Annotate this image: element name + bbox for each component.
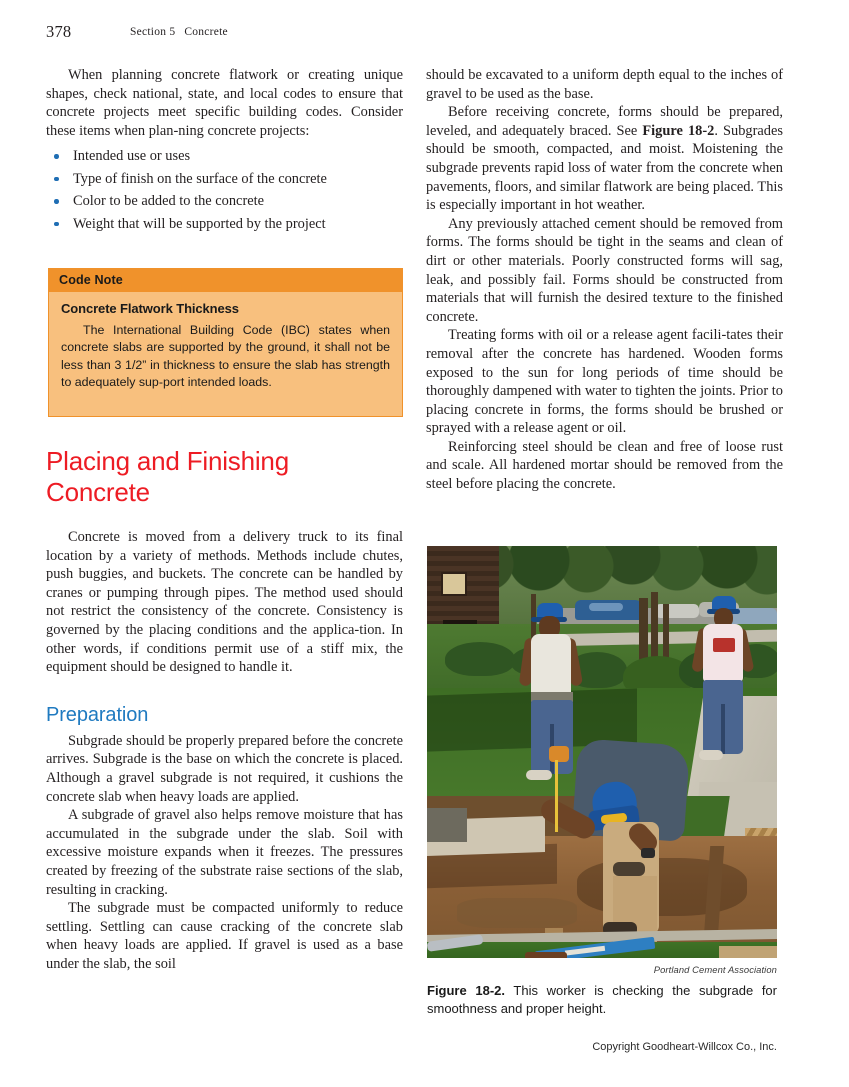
- worker-left-shirt: [531, 634, 571, 696]
- paragraph-reinforcing: Reinforcing steel should be clean and free of loose rust and scale. All hardened mortar should be removed from the steel before placing the concrete.: [426, 438, 783, 493]
- running-head-topic: Concrete: [184, 26, 228, 38]
- consideration-list: [46, 145, 403, 235]
- paragraph-subgrade-2: A subgrade of gravel also helps remove moisture that has accumulated in the subgrade under the slab. Soil with excessive moisture expands when it freezes. The pressures created by freezing of the substrate raise sections of the slab, resulting in cracking.: [46, 807, 403, 898]
- running-head: [46, 22, 786, 44]
- paragraph-subgrade-3: The subgrade must be compacted uniformly to reduce settling. Settling can cause cracking of the concrete slab when heavy loads are applied. If gravel is used as a base under the slab, the soil: [46, 900, 403, 972]
- photo-credit: Portland Cement Association: [653, 964, 777, 975]
- list-item: Intended use or uses: [46, 145, 403, 168]
- code-note-header: Code Note: [49, 269, 402, 292]
- code-note-subtitle: Concrete Flatwork Thickness: [61, 301, 239, 316]
- dirt-shading: [457, 898, 577, 928]
- left-column-continued: [46, 528, 403, 973]
- list-item: Weight that will be supported by the project: [46, 213, 403, 236]
- worker-center-watch: [641, 848, 655, 858]
- list-item: Type of finish on the surface of the concrete: [46, 168, 403, 191]
- form-box: [427, 808, 467, 842]
- foreground-board: [719, 946, 777, 958]
- worker-left-shoe: [526, 770, 552, 780]
- right-column: [426, 66, 783, 494]
- list-item: Color to be added to the concrete: [46, 190, 403, 213]
- paragraph-subgrade-1: Subgrade should be properly prepared before the concrete arrives. Subgrade is the base on which the concrete is placed. Although a gravel subgrade is not required, it cushions the concrete slab when heavy loads are applied.: [46, 732, 403, 805]
- page-number: 378: [46, 22, 72, 41]
- paragraph-placing: Concrete is moved from a delivery truck to its final location by a variety of methods. Methods include chutes, push buggies, and buckets. The concrete can be handled by cranes or pumping through pipes. The method used should not restrict the consistency of the concrete. Consistency is governed by the placing conditions and the applica-tion. In other words, if conditions permit use of a stiff mix, the equipment should be designed to handle it.: [46, 529, 403, 676]
- copyright-line: Copyright Goodheart-Willcox Co., Inc.: [592, 1041, 777, 1053]
- code-note-body: [49, 292, 402, 416]
- code-note-text: The International Building Code (IBC) states when concrete slabs are supported by the ground, it shall not be less than 3 1/2” in thickness to ensure the slab has strength to adequately sup-port intended loads.: [61, 323, 390, 390]
- paragraph-forms-pre: Before receiving concrete, forms should be prepared, leveled, and adequately braced. See: [426, 104, 783, 139]
- worker-right-shirt-logo: [713, 638, 735, 652]
- figure-caption: [427, 982, 777, 1017]
- paragraph-forms: [426, 103, 783, 215]
- tape-measure-blade: [555, 760, 558, 832]
- figure-caption-label: Figure 18-2.: [427, 983, 505, 998]
- running-head-title: [130, 26, 228, 38]
- house-window: [441, 572, 467, 596]
- figure-caption-text: This worker is checking the subgrade for smoothness and proper height.: [427, 983, 777, 1016]
- paragraph-cement: Any previously attached cement should be removed from forms. The forms should be tight in the seams and clean of dirt or other materials. Poorly constructed forms will sag, leak, and possibly fail. Forms should be constructed from materials that will furnish the desired texture to the finished concrete.: [426, 215, 783, 325]
- running-head-section: Section 5: [130, 26, 176, 38]
- subheading-preparation: Preparation: [46, 703, 149, 726]
- figure-reference: Figure 18-2: [642, 122, 715, 139]
- paragraph-treating: Treating forms with oil or a release agent facili-tates their removal after the concrete has hardened. Wooden forms exposed to the sun for long periods of time should be thoroughly dampened with water to tighten the joints. Prior to placing concrete in forms, the forms should be brushed or sprayed with a release agent or oil.: [426, 327, 783, 437]
- parked-car: [655, 604, 699, 618]
- worker-right-leg-gap: [721, 704, 725, 754]
- figure-18-2: [427, 546, 777, 1017]
- worker-right-shoe: [699, 750, 723, 760]
- parked-car: [575, 600, 645, 620]
- left-column: [46, 66, 403, 235]
- code-note-box: [48, 268, 403, 417]
- figure-photo: [427, 546, 777, 958]
- intro-paragraph: When planning concrete flatwork or creating unique shapes, check national, state, and local codes to ensure that concrete projects meet specific building codes. Consider these items when plan-ning concrete projects:: [46, 67, 403, 139]
- page-title: Placing and Finishing Concrete: [46, 446, 289, 507]
- paragraph-excavate: should be excavated to a uniform depth equal to the inches of gravel to be used as the base.: [426, 67, 783, 102]
- paragraph-forms-post: . Subgrades should be smooth, compacted, and moist. Moistening the subgrade prevents rapid loss of water from the concrete when pavements, floors, and similar flatwork are being placed. This is especially important in hot weather.: [426, 122, 783, 214]
- worker-center-shoe: [613, 862, 645, 876]
- tape-measure: [549, 746, 569, 762]
- worker-right-shirt: [703, 624, 743, 682]
- trowel-tool: [525, 952, 567, 958]
- shrub: [445, 642, 515, 676]
- tree-trunk: [531, 594, 536, 638]
